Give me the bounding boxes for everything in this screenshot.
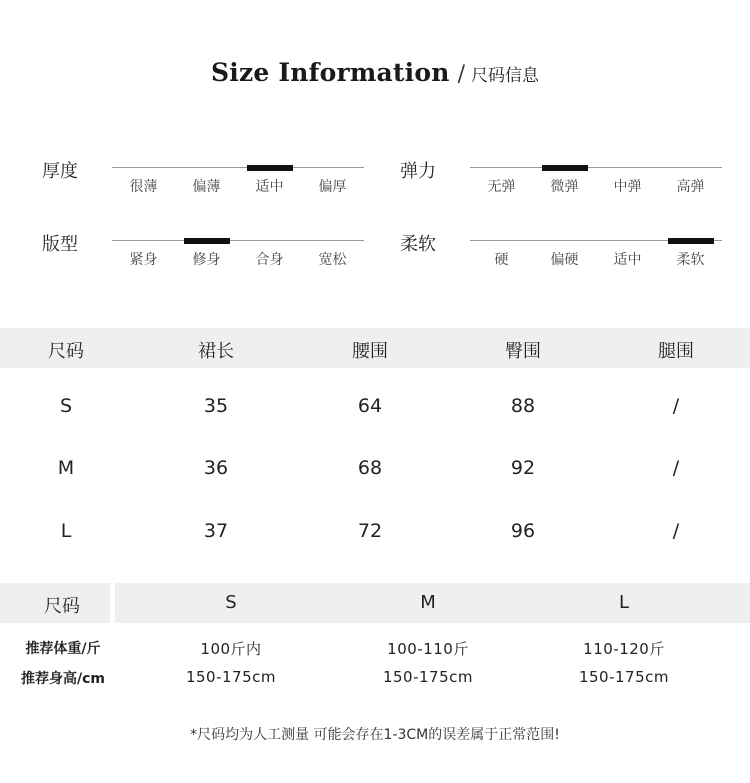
recommend-cell: 100-110斤 xyxy=(387,640,469,658)
title-chinese: 尺码信息 xyxy=(471,66,539,86)
scale-selected-marker xyxy=(668,238,714,244)
attribute-label: 柔软 xyxy=(400,234,436,255)
scale-option: 合身 xyxy=(255,252,284,268)
size-table-header: 裙长 xyxy=(198,341,234,362)
size-table-header: 臀围 xyxy=(505,341,541,362)
scale-selected-marker xyxy=(542,165,588,171)
recommend-row-label: 推荐体重/斤 xyxy=(25,641,101,657)
size-table-cell: 92 xyxy=(510,457,536,479)
attribute-label: 厚度 xyxy=(42,161,78,182)
page-title xyxy=(0,58,750,87)
scale-option: 高弹 xyxy=(676,179,705,195)
size-table-cell: 37 xyxy=(203,520,229,542)
size-table-cell: / xyxy=(672,457,680,479)
attribute-label: 弹力 xyxy=(400,161,436,182)
size-table-cell: 35 xyxy=(203,395,229,417)
scale-selected-marker xyxy=(247,165,293,171)
scale-option: 微弹 xyxy=(550,179,579,195)
scale-option: 适中 xyxy=(613,252,642,268)
size-table-cell: M xyxy=(57,457,75,479)
size-table-cell: 88 xyxy=(510,395,536,417)
scale-option: 修身 xyxy=(192,252,221,268)
attribute-scale xyxy=(42,157,372,197)
recommend-size-header: S xyxy=(225,592,237,613)
recommend-size-header: L xyxy=(618,592,630,613)
attribute-scale xyxy=(400,157,730,197)
size-table-cell: / xyxy=(672,395,680,417)
scale-option: 宽松 xyxy=(318,252,347,268)
size-table-header: 腰围 xyxy=(352,341,388,362)
size-table-header: 腿围 xyxy=(658,341,694,362)
scale-option: 柔软 xyxy=(676,252,705,268)
size-table-cell: L xyxy=(60,520,72,542)
recommend-cell: 150-175cm xyxy=(578,668,670,686)
scale-option: 无弹 xyxy=(487,179,516,195)
scale-option: 紧身 xyxy=(129,252,158,268)
scale-option: 偏硬 xyxy=(550,252,579,268)
recommend-cell: 100斤内 xyxy=(200,640,262,658)
recommend-header-label: 尺码 xyxy=(44,596,80,617)
scale-line xyxy=(112,167,364,168)
scale-option: 很薄 xyxy=(129,179,158,195)
scale-option: 偏薄 xyxy=(192,179,221,195)
scale-selected-marker xyxy=(184,238,230,244)
scale-option: 中弹 xyxy=(613,179,642,195)
title-separator: / xyxy=(457,62,465,87)
size-table-cell: 72 xyxy=(357,520,383,542)
scale-option: 硬 xyxy=(494,252,509,268)
attribute-scale xyxy=(400,230,730,270)
recommend-row-label: 推荐身高/cm xyxy=(21,671,105,687)
scale-line xyxy=(470,167,722,168)
title-english: Size Information xyxy=(211,58,450,87)
recommend-cell: 150-175cm xyxy=(185,668,277,686)
size-table-cell: / xyxy=(672,520,680,542)
attribute-scale xyxy=(42,230,372,270)
recommend-cell: 150-175cm xyxy=(382,668,474,686)
size-table-cell: S xyxy=(59,395,73,417)
attribute-label: 版型 xyxy=(42,234,78,255)
recommend-size-header: M xyxy=(420,592,436,613)
size-table-cell: 64 xyxy=(357,395,383,417)
size-table-cell: 36 xyxy=(203,457,229,479)
recommend-cell: 110-120斤 xyxy=(583,640,665,658)
scale-option: 适中 xyxy=(255,179,284,195)
size-table-cell: 68 xyxy=(357,457,383,479)
size-table-header: 尺码 xyxy=(48,341,84,362)
measurement-note: *尺码均为人工测量 可能会存在1-3CM的误差属于正常范围! xyxy=(190,727,560,743)
scale-option: 偏厚 xyxy=(318,179,347,195)
size-table-cell: 96 xyxy=(510,520,536,542)
scale-line xyxy=(112,240,364,241)
